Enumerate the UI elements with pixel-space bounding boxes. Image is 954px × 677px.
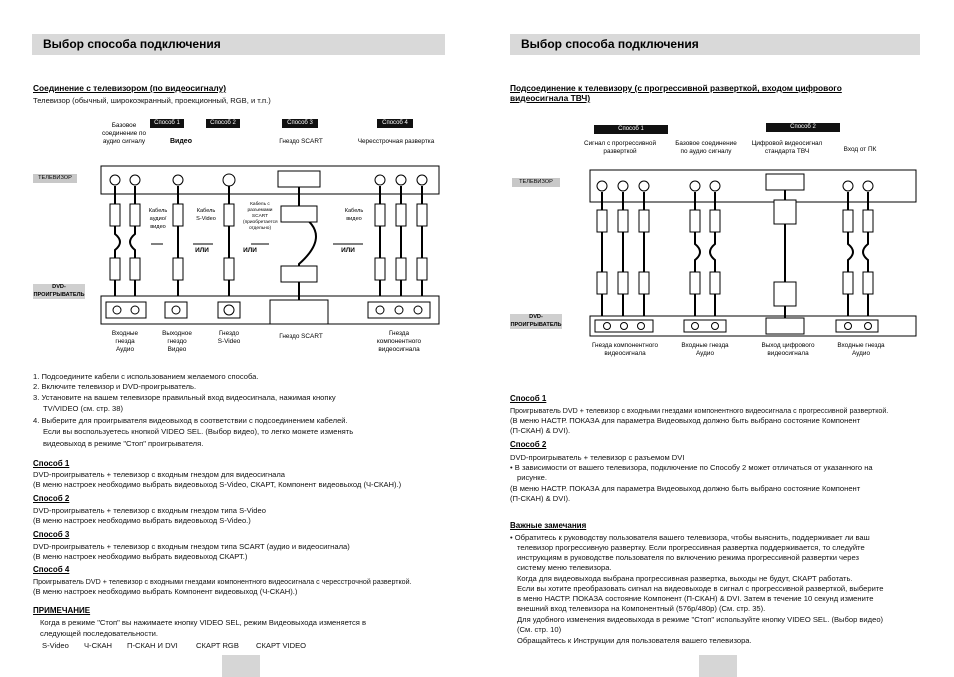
bottom-label-scart: Гнездо SCART bbox=[279, 333, 323, 340]
step-3: 3. Установите на вашем телевизоре правильный вход видеосигнала, нажимая кнопку bbox=[33, 393, 336, 402]
label-dvi: Цифровой видеосигнал стандарта ТВЧ bbox=[751, 140, 823, 155]
section-title-line-2: видеосигнала ТВЧ) bbox=[510, 93, 591, 103]
label-interlace: Чересстрочная развертка bbox=[357, 138, 435, 145]
note-title: ПРИМЕЧАНИЕ bbox=[33, 606, 91, 615]
label-scart: Гнездо SCART bbox=[279, 138, 323, 145]
notes-line-1: • Обратитесь к руководству пользователя вашего телевизора, чтобы выяснить, поддерживает ли ваш bbox=[510, 533, 870, 542]
method-1-line-1: DVD-проигрыватель + телевизор с входным гнездом для видеосигнала bbox=[33, 470, 286, 479]
or-label-3: ИЛИ bbox=[341, 247, 355, 254]
bottom-label-component: Гнезда компонентного видеосигнала bbox=[591, 342, 659, 357]
or-label-2: ИЛИ bbox=[243, 247, 257, 254]
seq-pscan-dvi: П-СКАН И DVI bbox=[127, 641, 178, 650]
method-tag-1: Способ 1 bbox=[594, 125, 668, 134]
cable-av-label: Кабель аудио/ видео bbox=[148, 208, 168, 230]
notes-line-2: телевизор прогрессивную развертку. Если прогрессивная развертка поддерживается, то следуйте bbox=[517, 543, 865, 552]
method-1-line-1: Проигрыватель DVD + телевизор с входными гнездами компонентного видеосигнала с прогрессивной разверткой. bbox=[510, 407, 889, 415]
step-4: 4. Выберите для проигрывателя видеовыход в соответствии с подсоединением кабелей. bbox=[33, 416, 348, 425]
notes-line-6: Если вы хотите преобразовать сигнал на видеовыходе в сигнал с прогрессивной разверткой, выберите bbox=[517, 584, 884, 593]
label-progressive: Сигнал с прогрессивной разверткой bbox=[583, 140, 657, 155]
method-3-line-1: DVD-проигрыватель + телевизор с входным гнездом типа SCART (аудио и видеосигнала) bbox=[33, 542, 350, 551]
page-header-bar bbox=[510, 34, 920, 55]
method-2-line-2: (В меню настроек необходимо выбрать видеовыход S-Video.) bbox=[33, 516, 251, 525]
method-2-title: Способ 2 bbox=[510, 440, 547, 449]
notes-line-9: Для удобного изменения видеовыхода в режиме "Стоп" используйте кнопку VIDEO SEL. (Выбор видео) bbox=[517, 615, 884, 624]
label-audio-basic: Базовое соединение по аудио сигналу bbox=[675, 140, 737, 155]
tv-tag: ТЕЛЕВИЗОР bbox=[33, 174, 77, 183]
bottom-label-component: Гнезда компонентного видеосигнала bbox=[376, 330, 422, 353]
page-number-box-left bbox=[222, 655, 260, 677]
diagram-graphics bbox=[510, 120, 920, 370]
label-video: Видео bbox=[170, 138, 192, 145]
connection-diagram-left bbox=[33, 116, 443, 366]
notes-line-10: (См. стр. 10) bbox=[517, 625, 562, 634]
method-4-title: Способ 4 bbox=[33, 565, 70, 574]
seq-scart-video: СКАРТ VIDEO bbox=[256, 641, 307, 650]
notes-line-4: систему меню телевизора. bbox=[517, 563, 612, 572]
bottom-label-svideo: Гнездо S-Video bbox=[217, 330, 241, 345]
method-1-line-2: (В меню настроек необходимо выбрать видеовыход S-Video, СКАРТ, Компонент видеовыход (Ч-СКАН).) bbox=[33, 480, 402, 489]
method-2-line-1: DVD-проигрыватель + телевизор с входным гнездом типа S-Video bbox=[33, 506, 266, 515]
step-3-cont: TV/VIDEO (см. стр. 38) bbox=[43, 404, 124, 413]
method-tag-2: Способ 2 bbox=[766, 123, 840, 132]
diagram-graphics bbox=[33, 116, 443, 366]
section-subtitle: Телевизор (обычный, широкоэкранный, проекционный, RGB, и т.п.) bbox=[33, 96, 271, 105]
method-4-line-2: (В меню настроек необходимо выбрать Компонент видеовыход (Ч-СКАН).) bbox=[33, 587, 298, 596]
method-2-line-5: (П-СКАН) & DVI). bbox=[510, 494, 571, 503]
method-tag-4: Способ 4 bbox=[377, 119, 413, 128]
method-tag-3: Способ 3 bbox=[282, 119, 318, 128]
connection-diagram-right bbox=[510, 120, 920, 370]
note-line-2: следующей последовательности. bbox=[40, 629, 159, 638]
right-page bbox=[477, 0, 954, 677]
dvd-tag: DVD- ПРОИГРЫВАТЕЛЬ bbox=[33, 284, 85, 298]
notes-line-5: Когда для видеовыхода выбрана прогрессивная развертка, выходы не будут, СКАРТ работать. bbox=[517, 574, 853, 583]
method-3-line-2: (В меню настроек необходимо выбрать видеовыход СКАРТ.) bbox=[33, 552, 248, 561]
bottom-label-audio-1: Входные гнезда Аудио bbox=[681, 342, 729, 357]
note-line-1: Когда в режиме "Стоп" вы нажимаете кнопку VIDEO SEL, режим Видеовыхода изменяется в bbox=[40, 618, 367, 627]
label-audio-basic: Базовое соединение по аудио сигналу bbox=[101, 122, 147, 145]
step-1: 1. Подсоедините кабели с использованием желаемого способа. bbox=[33, 372, 259, 381]
bottom-label-dvi-out: Выход цифрового видеосигнала bbox=[761, 342, 815, 357]
method-1-title: Способ 1 bbox=[510, 394, 547, 403]
bottom-label-audio-2: Входные гнезда Аудио bbox=[837, 342, 885, 357]
page-header-bar bbox=[32, 34, 445, 55]
method-2-title: Способ 2 bbox=[33, 494, 70, 503]
seq-svideo: S-Video bbox=[42, 641, 69, 650]
step-2: 2. Включите телевизор и DVD-проигрыватель. bbox=[33, 382, 197, 391]
bottom-label-audio-in: Входные гнезда Аудио bbox=[111, 330, 139, 353]
notes-title: Важные замечания bbox=[510, 521, 587, 530]
method-2-line-1: DVD-проигрыватель + телевизор с разъемом DVI bbox=[510, 453, 685, 462]
tv-tag: ТЕЛЕВИЗОР bbox=[512, 178, 560, 187]
label-pc-input: Вход от ПК bbox=[843, 146, 877, 153]
section-title: Соединение с телевизором (по видеосигналу) bbox=[33, 83, 227, 93]
method-tag-1: Способ 1 bbox=[150, 119, 184, 128]
method-2-line-2: • В зависимости от вашего телевизора, подключение по Способу 2 может отличаться от указанного на bbox=[510, 463, 873, 472]
notes-line-8: внешний вход телевизора на Компонентный (576p/480p) (См. стр. 35). bbox=[517, 604, 766, 613]
bottom-label-video-out: Выходное гнездо Видео bbox=[162, 330, 192, 353]
page-number-box-right bbox=[699, 655, 737, 677]
notes-line-3: инструкциям в руководстве пользователя по включению режима прогрессивной развертки через bbox=[517, 553, 859, 562]
notes-line-11: Обращайтесь к Инструкции для пользователя вашего телевизора. bbox=[517, 636, 752, 645]
method-1-line-2: (В меню НАСТР. ПОКАЗА для параметра Видеовыход должно быть выбрано состояние Компонент bbox=[510, 416, 861, 425]
method-2-line-4: (В меню НАСТР. ПОКАЗА для параметра Видеовыход должно быть выбрано состояние Компонент bbox=[510, 484, 861, 493]
section-title-line-1: Подсоединение к телевизору (с прогрессивной разверткой, входом цифрового bbox=[510, 83, 842, 93]
method-1-line-3: (П-СКАН) & DVI). bbox=[510, 426, 571, 435]
cable-scart-label: Кабель с разъемами SCART (приобретается отдельно) bbox=[243, 202, 278, 231]
or-label-1: ИЛИ bbox=[195, 247, 209, 254]
seq-iscan: Ч-СКАН bbox=[84, 641, 113, 650]
method-1-title: Способ 1 bbox=[33, 459, 70, 468]
page-header-title: Выбор способа подключения bbox=[43, 37, 221, 51]
dvd-tag: DVD- ПРОИГРЫВАТЕЛЬ bbox=[510, 314, 562, 328]
method-tag-2: Способ 2 bbox=[206, 119, 240, 128]
step-4-cont-1: Если вы воспользуетесь кнопкой VIDEO SEL. (Выбор видео), то легко можете изменять bbox=[43, 427, 354, 436]
notes-line-7: в меню НАСТР. ПОКАЗА состояние Компонент (П-СКАН) & DVI. Затем в течение 10 секунд измените bbox=[517, 594, 874, 603]
method-3-title: Способ 3 bbox=[33, 530, 70, 539]
page-header-title: Выбор способа подключения bbox=[521, 37, 699, 51]
method-2-line-3: рисунке. bbox=[517, 473, 547, 482]
method-4-line-1: Проигрыватель DVD + телевизор с входными гнездами компонентного видеосигнала с чересстрочной разверткой. bbox=[33, 578, 412, 586]
step-4-cont-2: видеовыход в режиме "Стоп" проигрывателя. bbox=[43, 439, 204, 448]
cable-video2-label: Кабель видео bbox=[344, 208, 364, 222]
seq-scart-rgb: СКАРТ RGB bbox=[196, 641, 239, 650]
cable-svideo-label: Кабель S-Video bbox=[196, 208, 216, 222]
